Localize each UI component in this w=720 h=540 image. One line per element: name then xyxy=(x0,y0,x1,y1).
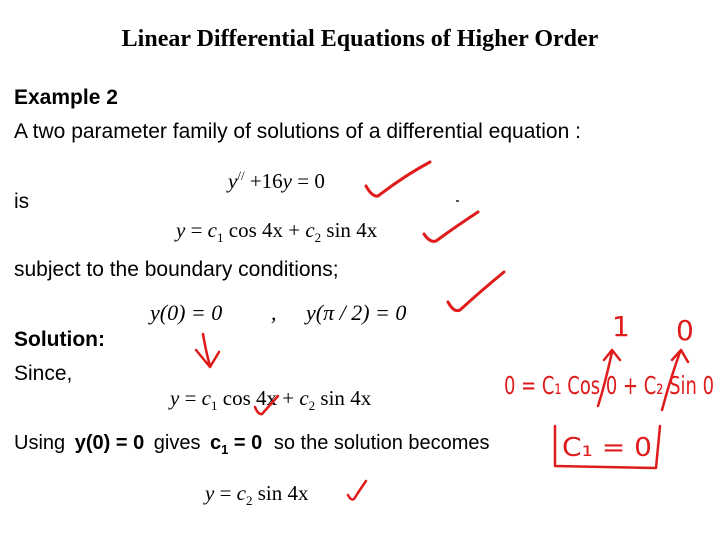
solution-heading: Solution: xyxy=(14,328,105,351)
gs-sin: sin xyxy=(326,218,351,242)
check-mark-3 xyxy=(448,272,504,311)
fs-eq: = xyxy=(219,481,232,505)
using-eq-zero: = 0 xyxy=(228,432,263,454)
intro-line: A two parameter family of solutions of a differential equation : xyxy=(14,120,581,143)
check-mark-4 xyxy=(255,396,278,414)
sr-arg2: 4x xyxy=(350,386,372,410)
gs-c1: c xyxy=(207,218,217,242)
gs-cos: cos xyxy=(228,218,257,242)
bc-line: subject to the boundary conditions; xyxy=(14,258,339,281)
using-word: Using xyxy=(14,432,66,454)
sr-c2: c xyxy=(299,386,309,410)
fs-sin: sin xyxy=(257,481,283,505)
example-heading: Example 2 xyxy=(14,86,118,109)
gs-c2: c xyxy=(305,218,315,242)
annotation-top-zero: 0 xyxy=(676,314,694,347)
check-mark-2 xyxy=(424,212,478,241)
fs-c2-sub: 2 xyxy=(246,493,253,509)
ode-plus-16: +16 xyxy=(249,169,283,193)
annotation-equation: 0 = C₁ Cos 0 + C₂ Sin 0 xyxy=(504,371,714,400)
sr-sin: sin xyxy=(320,386,345,410)
gives-word: gives xyxy=(153,432,201,454)
ode-y: y xyxy=(228,169,238,193)
annotation-top-one: 1 xyxy=(612,310,630,343)
gs-c1-sub: 1 xyxy=(217,230,224,246)
check-mark-1 xyxy=(366,162,430,196)
sr-arg1: 4x xyxy=(256,386,277,410)
using-c1: c xyxy=(210,432,222,454)
sr-c1: c xyxy=(201,386,211,410)
gs-c2-sub: 2 xyxy=(314,230,322,246)
using-c1-sub: 1 xyxy=(221,442,229,457)
sr-eq: = xyxy=(184,386,197,410)
sr-c1-sub: 1 xyxy=(211,398,218,414)
ode-y2: y xyxy=(282,169,292,193)
gs-plus: + xyxy=(288,218,301,242)
bc2: y(π / 2) = 0 xyxy=(306,300,407,325)
sr-cos: cos xyxy=(222,386,251,410)
is-label: is xyxy=(14,190,30,213)
ode-primes: // xyxy=(237,168,245,183)
ode-eq-zero: = 0 xyxy=(297,169,325,193)
sr-y: y xyxy=(170,386,180,410)
annotation-result: C₁ = 0 xyxy=(562,433,652,463)
check-mark-5 xyxy=(348,481,366,500)
sr-c2-sub: 2 xyxy=(308,398,316,414)
sr-plus: + xyxy=(282,386,295,410)
fs-y: y xyxy=(205,481,215,505)
gs-y: y xyxy=(176,218,186,242)
bc1: y(0) = 0 xyxy=(150,300,223,325)
arrow-down-icon xyxy=(196,334,219,367)
slide-title: Linear Differential Equations of Higher Order xyxy=(121,26,599,52)
gs-arg2: 4x xyxy=(356,218,378,242)
gs-arg1: 4x xyxy=(262,218,283,242)
using-rest: so the solution becomes xyxy=(273,432,490,454)
gs-eq: = xyxy=(190,218,203,242)
using-condition: y(0) = 0 xyxy=(74,432,145,454)
fs-arg: 4x xyxy=(287,481,309,505)
fs-c2: c xyxy=(236,481,246,505)
bc-separator: , xyxy=(271,300,277,325)
since-label: Since, xyxy=(14,362,73,385)
